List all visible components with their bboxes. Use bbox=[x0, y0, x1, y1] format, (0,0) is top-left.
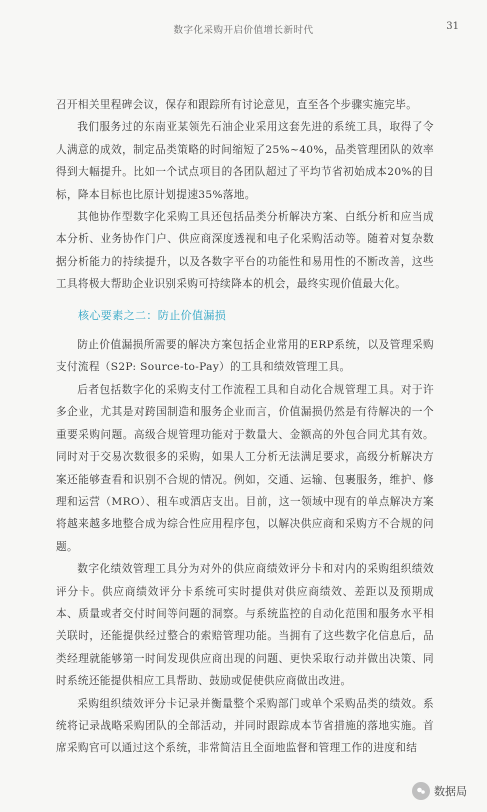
paragraph-case-study: 我们服务过的东南亚某领先石油企业采用这套先进的系统工具，取得了令人满意的成效，制定品类策略的时间缩短了25%~40%，品类管理团队的效率得到大幅提升。比如一个试点项目的各团队超过了平均节省初始成本20%的目标，降本目标也比原计划提速35%落地。 bbox=[56, 121, 434, 201]
paragraph-compliance-tools: 后者包括数字化的采购支付工作流程工具和自动化合规管理工具。对于许多企业，尤其是对跨国制造和服务企业而言，价值漏损仍然是有待解决的一个重要采购问题。高级合规管理功能对于数量大、金额高的外包合同尤其有效。同时对于交易次数很多的采购，如果人工分析无法满足要求，高级分析解决方案还能够查看和识别不合规的情况。例如，交通、运输、包裹服务，维护、修理和运营（MRO）、租车或酒店支出。目前，这一领域中现有的单点解决方案将越来越多地整合成为综合性应用程序包，以解决供应商和采购方不合规的问题。 bbox=[56, 383, 434, 553]
watermark-logo-icon bbox=[412, 782, 430, 800]
running-header-title: 数字化采购开启价值增长新时代 bbox=[173, 25, 314, 36]
page-number: 31 bbox=[446, 21, 459, 32]
page-header bbox=[0, 22, 487, 42]
section-heading: 核心要素之二：防止价值漏损 bbox=[78, 308, 227, 322]
paragraph-continuation: 召开相关里程碑会议，保存和跟踪所有讨论意见，直至各个步骤实施完毕。 bbox=[56, 99, 418, 111]
paragraph-scorecard: 采购组织绩效评分卡记录并衡量整个采购部门或单个采购品类的绩效。系统将记录战略采购团队的全部活动，并同时跟踪成本节省措施的落地实施。首席采购官可以通过这个系统，非常简洁且全面地监督和管理工作的进度和结 bbox=[56, 697, 434, 755]
paragraph-performance-management: 数字化绩效管理工具分为对外的供应商绩效评分卡和对内的采购组织绩效评分卡。供应商绩效评分卡系统可实时提供对供应商绩效、差距以及预期成本、质量或者交付时间等问题的洞察。与系统监控的自动化范围和服务水平相关联时，还能提供经过整合的索赔管理功能。当拥有了这些数字化信息后，品类经理就能够第一时间发现供应商出现的问题、更快采取行动并做出决策、同时系统还能提供相应工具帮助、鼓励或促使供应商做出改进。 bbox=[56, 563, 434, 688]
watermark bbox=[412, 780, 467, 802]
paragraph-collaboration-tools: 其他协作型数字化采购工具还包括品类分析解决方案、白纸分析和应当成本分析、业务协作门户、供应商深度透视和电子化采购活动等。随着对复杂数据分析能力的持续提升，以及各数字平台的功能性和易用性的不断改善，这些工具将极大帮助企业识别采购可持续降本的机会，最终实现价值最大化。 bbox=[56, 211, 434, 291]
watermark-text: 数据局 bbox=[434, 785, 467, 798]
paragraph-value-leakage: 防止价值漏损所需要的解决方案包括企业常用的ERP系统，以及管理采购支付流程（S2P: Source-to-Pay）的工具和绩效管理工具。 bbox=[56, 339, 434, 374]
body-text bbox=[56, 94, 434, 760]
